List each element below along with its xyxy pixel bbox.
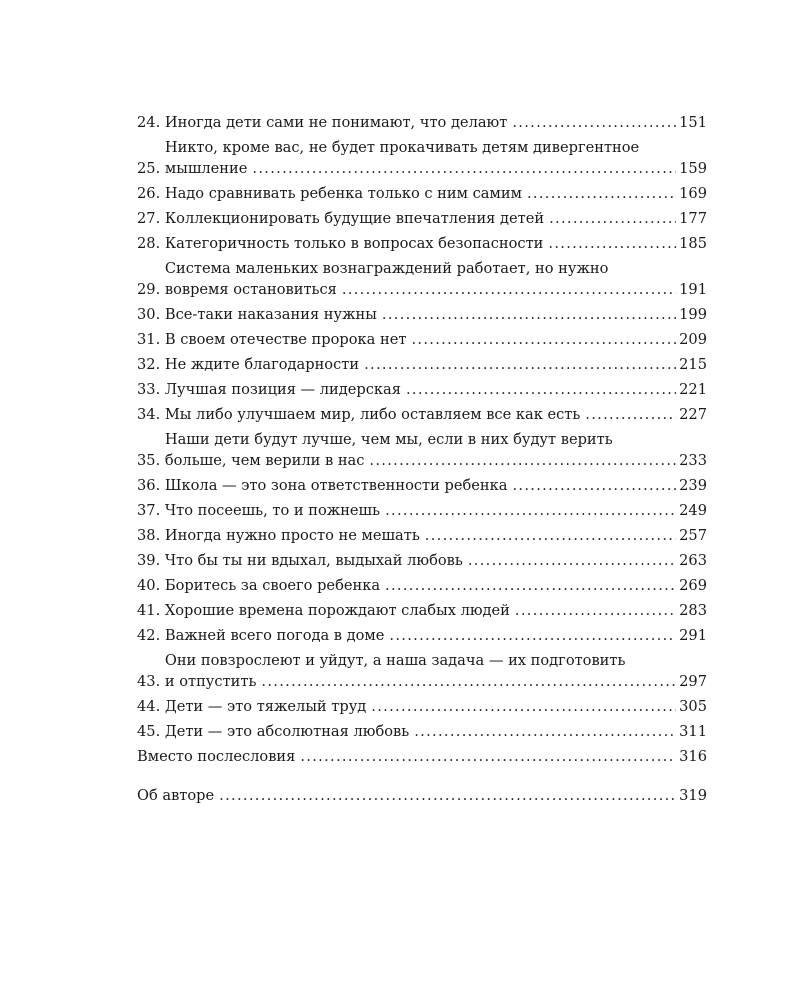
chapter-number: 25. — [137, 160, 161, 177]
section-title: Об авторе — [137, 787, 215, 804]
toc-entry-33[interactable] — [137, 379, 707, 400]
dot-leader — [369, 450, 676, 471]
chapter-number: 37. — [137, 502, 161, 519]
chapter-title-line1: Они повзрослеют и уйдут, а наша задача — их подготовить — [164, 652, 626, 669]
chapter-title: Дети — это абсолютная любовь — [164, 723, 410, 740]
toc-entry-35[interactable] — [137, 429, 707, 471]
page-number: 269 — [679, 577, 707, 594]
toc-entry-25[interactable] — [137, 137, 707, 179]
dot-leader — [382, 304, 676, 325]
dot-leader — [385, 500, 676, 521]
dot-leader — [364, 354, 676, 375]
chapter-title: Хорошие времена порождают слабых людей — [164, 602, 510, 619]
chapter-title: Лучшая позиция — лидерская — [164, 381, 401, 398]
chapter-title: вовремя остановиться — [164, 281, 337, 298]
page-number: 239 — [679, 477, 707, 494]
toc-entry-40[interactable] — [137, 575, 707, 596]
page-number: 227 — [679, 406, 707, 423]
dot-leader — [548, 233, 676, 254]
toc-entry-28[interactable] — [137, 233, 707, 254]
dot-leader — [512, 475, 676, 496]
toc-entry-26[interactable] — [137, 183, 707, 204]
dot-leader — [549, 208, 676, 229]
chapter-number: 33. — [137, 381, 161, 398]
section-title: Вместо послесловия — [137, 748, 296, 765]
chapter-title: Коллекционировать будущие впечатления детей — [164, 210, 545, 227]
toc-entry-24[interactable] — [137, 112, 707, 133]
chapter-number: 42. — [137, 627, 161, 644]
page-number: 169 — [679, 185, 707, 202]
dot-leader — [406, 379, 676, 400]
chapter-number: 28. — [137, 235, 161, 252]
chapter-number: 40. — [137, 577, 161, 594]
dot-leader — [527, 183, 676, 204]
chapter-number: 31. — [137, 331, 161, 348]
page-number: 151 — [679, 114, 707, 131]
toc-entry-41[interactable] — [137, 600, 707, 621]
chapter-number: 27. — [137, 210, 161, 227]
chapter-number: 38. — [137, 527, 161, 544]
dot-leader — [371, 696, 676, 717]
toc-entry-afterword[interactable] — [137, 746, 707, 767]
toc-entry-32[interactable] — [137, 354, 707, 375]
dot-leader — [219, 785, 676, 806]
chapter-title: и отпустить — [164, 673, 257, 690]
chapter-number: 39. — [137, 552, 161, 569]
page-number: 291 — [679, 627, 707, 644]
page-number: 305 — [679, 698, 707, 715]
chapter-number: 36. — [137, 477, 161, 494]
page-number: 209 — [679, 331, 707, 348]
dot-leader — [342, 279, 676, 300]
toc-entry-38[interactable] — [137, 525, 707, 546]
chapter-number: 24. — [137, 114, 161, 131]
dot-leader — [425, 525, 676, 546]
chapter-title: Иногда нужно просто не мешать — [164, 527, 420, 544]
chapter-title: больше, чем верили в нас — [164, 452, 365, 469]
page-number: 263 — [679, 552, 707, 569]
dot-leader — [512, 112, 676, 133]
page-number: 177 — [679, 210, 707, 227]
chapter-title: Важней всего погода в доме — [164, 627, 385, 644]
chapter-title: Все-таки наказания нужны — [164, 306, 377, 323]
page-number: 311 — [679, 723, 707, 740]
page-number: 221 — [679, 381, 707, 398]
dot-leader — [468, 550, 676, 571]
dot-leader — [389, 625, 676, 646]
toc-entry-45[interactable] — [137, 721, 707, 742]
dot-leader — [300, 746, 676, 767]
toc-entry-44[interactable] — [137, 696, 707, 717]
chapter-number: 32. — [137, 356, 161, 373]
table-of-contents — [137, 112, 707, 810]
toc-entry-31[interactable] — [137, 329, 707, 350]
toc-entry-43[interactable] — [137, 650, 707, 692]
page-number: 185 — [679, 235, 707, 252]
chapter-title-line1: Система маленьких вознаграждений работает, но нужно — [164, 260, 609, 277]
page-number: 191 — [679, 281, 707, 298]
page-number: 297 — [679, 673, 707, 690]
dot-leader — [261, 671, 676, 692]
page-number: 215 — [679, 356, 707, 373]
chapter-number: 34. — [137, 406, 161, 423]
toc-entry-36[interactable] — [137, 475, 707, 496]
dot-leader — [585, 404, 676, 425]
chapter-number: 45. — [137, 723, 161, 740]
page-number: 316 — [679, 748, 707, 765]
page-number: 319 — [679, 787, 707, 804]
page-number: 249 — [679, 502, 707, 519]
chapter-title: В своем отечестве пророка нет — [164, 331, 407, 348]
toc-entry-37[interactable] — [137, 500, 707, 521]
chapter-title: Не ждите благодарности — [164, 356, 360, 373]
chapter-title: Мы либо улучшаем мир, либо оставляем все как есть — [164, 406, 581, 423]
toc-entry-27[interactable] — [137, 208, 707, 229]
chapter-title: Иногда дети сами не понимают, что делают — [164, 114, 508, 131]
chapter-title: Дети — это тяжелый труд — [164, 698, 367, 715]
chapter-title: Что посеешь, то и пожнешь — [164, 502, 381, 519]
toc-entry-about-author[interactable] — [137, 785, 707, 806]
chapter-number: 35. — [137, 452, 161, 469]
page-number: 233 — [679, 452, 707, 469]
toc-entry-39[interactable] — [137, 550, 707, 571]
chapter-number: 29. — [137, 281, 161, 298]
chapter-number: 26. — [137, 185, 161, 202]
chapter-number: 43. — [137, 673, 161, 690]
toc-entry-29[interactable] — [137, 258, 707, 300]
page-number: 199 — [679, 306, 707, 323]
chapter-number: 44. — [137, 698, 161, 715]
chapter-title: Школа — это зона ответственности ребенка — [164, 477, 508, 494]
dot-leader — [252, 158, 676, 179]
page-number: 257 — [679, 527, 707, 544]
chapter-title: Что бы ты ни вдыхал, выдыхай любовь — [164, 552, 463, 569]
dot-leader — [385, 575, 676, 596]
dot-leader — [515, 600, 676, 621]
chapter-title-line1: Наши дети будут лучше, чем мы, если в них будут верить — [164, 431, 613, 448]
dot-leader — [411, 329, 676, 350]
toc-entry-34[interactable] — [137, 404, 707, 425]
chapter-number: 41. — [137, 602, 161, 619]
page-number: 283 — [679, 602, 707, 619]
chapter-title: Категоричность только в вопросах безопасности — [164, 235, 544, 252]
chapter-title: мышление — [164, 160, 248, 177]
toc-entry-30[interactable] — [137, 304, 707, 325]
page-number: 159 — [679, 160, 707, 177]
toc-entry-42[interactable] — [137, 625, 707, 646]
chapter-title-line1: Никто, кроме вас, не будет прокачивать детям дивергентное — [164, 139, 640, 156]
dot-leader — [414, 721, 676, 742]
chapter-title: Боритесь за своего ребенка — [164, 577, 381, 594]
chapter-number: 30. — [137, 306, 161, 323]
chapter-title: Надо сравнивать ребенка только с ним самим — [164, 185, 522, 202]
